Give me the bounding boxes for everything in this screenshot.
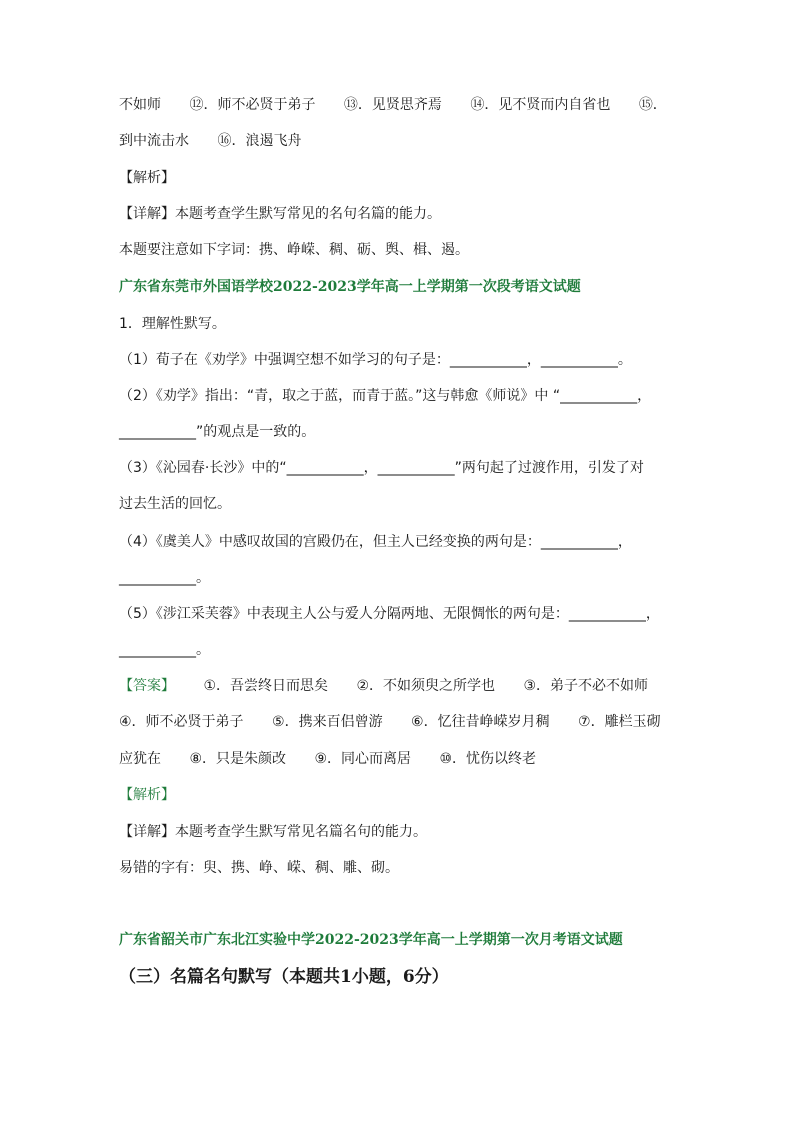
answer-line-2: [119, 712, 684, 732]
answer-item: 应犹在: [119, 751, 161, 767]
answer-item: ⑧．只是朱颜改: [189, 751, 287, 767]
detail-text: 【详解】本题考查学生默写常见名篇名句的能力。: [119, 824, 427, 840]
question-4-line-2: ___________。: [119, 570, 210, 586]
answer-item: 到中流击水: [119, 133, 189, 149]
answer-line-top-1: [119, 95, 684, 115]
answer-item: ⑮．: [638, 97, 667, 113]
answer-item: ⑬．见贤思齐焉: [343, 97, 442, 113]
note-text: 易错的字有：臾、携、峥、嵘、稠、雕、砌。: [119, 860, 399, 876]
answer-item: ⑥．忆往昔峥嵘岁月稠: [411, 714, 550, 730]
source-title: 广东省韶关市广东北江实验中学2022-2023学年高一上学期第一次月考语文试题: [119, 932, 623, 948]
section-heading: （三）名篇名句默写（本题共1小题，6分）: [119, 967, 449, 987]
question-3-line-1: （3）《沁园春·长沙》中的“___________，___________”两句起了过渡作用，引发了对: [119, 460, 644, 476]
answer-line-1: [119, 676, 684, 696]
answer-item: ⑨．同心而离居: [314, 751, 412, 767]
answer-line-3: [119, 749, 684, 769]
source-title: 广东省东莞市外国语学校2022-2023学年高一上学期第一次段考语文试题: [119, 279, 581, 295]
answer-item: ⑯．浪遏飞舟: [217, 133, 302, 149]
answer-item: ⑫．师不必贤于弟子: [189, 97, 316, 113]
answer-item: ②．不如须臾之所学也: [356, 678, 496, 694]
question-2-line-2: ___________”的观点是一致的。: [119, 424, 316, 440]
question-4-line-1: （4）《虞美人》中感叹故国的宫殿仍在，但主人已经变换的两句是：___________，: [119, 534, 632, 550]
answer-item: ⑤．携来百侣曾游: [272, 714, 383, 730]
answer-item: ⑭．见不贤而内自省也: [470, 97, 611, 113]
question-3-line-2: 过去生活的回忆。: [119, 496, 231, 512]
question-title: 1．理解性默写。: [119, 316, 226, 332]
note-text: 本题要注意如下字词：携、峥嵘、稠、砺、舆、楫、遏。: [119, 242, 469, 258]
question-5-line-1: （5）《涉江采芙蓉》中表现主人公与爱人分隔两地、无限惆怅的两句是：___________，: [119, 606, 660, 622]
analysis-label: 【解析】: [119, 170, 175, 186]
answer-line-top-2: [119, 131, 684, 151]
question-1: （1）荀子在《劝学》中强调空想不如学习的句子是：___________，___________。: [119, 352, 632, 368]
question-5-line-2: ___________。: [119, 642, 210, 658]
answer-item: ⑩．忧伤以终老: [439, 751, 537, 767]
answer-item: ③．弟子不必不如师: [523, 678, 649, 694]
answer-item: ①．吾尝终日而思矣: [203, 678, 329, 694]
detail-text: 【详解】本题考查学生默写常见的名句名篇的能力。: [119, 206, 441, 222]
answer-label: 【答案】: [119, 678, 175, 694]
answer-item: 不如师: [119, 97, 161, 113]
question-2-line-1: （2）《劝学》指出：“青，取之于蓝，而青于蓝。”这与韩愈《师说》中 “___________，: [119, 388, 652, 404]
answer-item: ⑦．雕栏玉砌: [578, 714, 661, 730]
answer-item: ④．师不必贤于弟子: [119, 714, 244, 730]
analysis-label: 【解析】: [119, 787, 175, 803]
